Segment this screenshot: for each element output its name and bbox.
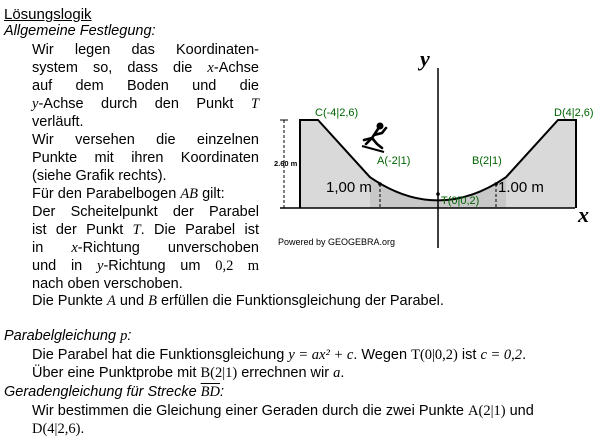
point-t-label: T(0|0,2) xyxy=(441,195,480,207)
general-line-14: nach oben verschoben. xyxy=(32,276,183,292)
point-d-label: D(4|2,6) xyxy=(554,107,594,119)
general-line-1: Wir legen das Koordinaten- xyxy=(32,42,259,58)
height-label: 2.60 m xyxy=(274,159,298,168)
right-box-label: 1.00 m xyxy=(498,179,544,196)
general-line-4: y-Achse durch den Punkt T xyxy=(32,96,259,112)
credit-label: Powered by GEOGEBRA.org xyxy=(278,237,396,247)
general-line-10: Der Scheitelpunkt der Parabel xyxy=(32,204,259,220)
axis-y-label: y xyxy=(420,46,430,71)
general-line-3: auf dem Boden und die xyxy=(32,78,259,94)
general-line-7: Punkte mit ihren Koordinaten xyxy=(32,150,259,166)
left-box-label: 1,00 m xyxy=(326,179,372,196)
general-line-12: in x-Richtung unverschoben xyxy=(32,240,259,256)
general-line-6: Wir versehen die einzelnen xyxy=(32,132,259,148)
general-line-15: Die Punkte A und B erfüllen die Funktionsgleichung der Parabel. xyxy=(32,293,444,309)
point-a-label: A(-2|1) xyxy=(377,155,411,167)
general-line-2: system so, dass die x-Achse xyxy=(32,60,259,76)
general-line-5: verläuft. xyxy=(32,114,84,130)
line-bd-line-2: D(4|2,6). xyxy=(32,421,85,437)
general-line-8: (siehe Grafik rechts). xyxy=(32,168,167,184)
parabola-line-2: Über eine Punktprobe mit B(2|1) errechnen wir a. xyxy=(32,365,345,381)
general-line-13: und in y-Richtung um 0,2 m xyxy=(32,258,259,274)
axis-x-label: x xyxy=(578,202,589,227)
point-c-label: C(-4|2,6) xyxy=(315,107,359,119)
parabola-heading: Parabelgleichung p: xyxy=(4,328,132,344)
parabola-line-1: Die Parabel hat die Funktionsgleichung y = ax² + c. Wegen T(0|0,2) ist c = 0,2. xyxy=(32,347,527,363)
line-bd-heading: Geradengleichung für Strecke $\overline{BD}$: xyxy=(4,384,225,400)
page-title: Lösungslogik xyxy=(4,6,92,23)
skater-icon xyxy=(362,123,386,153)
line-bd-line-1: Wir bestimmen die Gleichung einer Geraden durch die zwei Punkte A(2|1) und xyxy=(32,403,534,419)
general-heading: Allgemeine Festlegung: xyxy=(4,23,156,39)
point-b-label: B(2|1) xyxy=(472,155,502,167)
general-line-11: ist der Punkt T. Die Parabel ist xyxy=(32,222,259,238)
point-a-marker xyxy=(378,182,382,186)
point-t-marker xyxy=(436,192,440,196)
general-line-9: Für den Parabelbogen AB gilt: xyxy=(32,186,225,202)
coordinate-graphic xyxy=(270,42,610,254)
